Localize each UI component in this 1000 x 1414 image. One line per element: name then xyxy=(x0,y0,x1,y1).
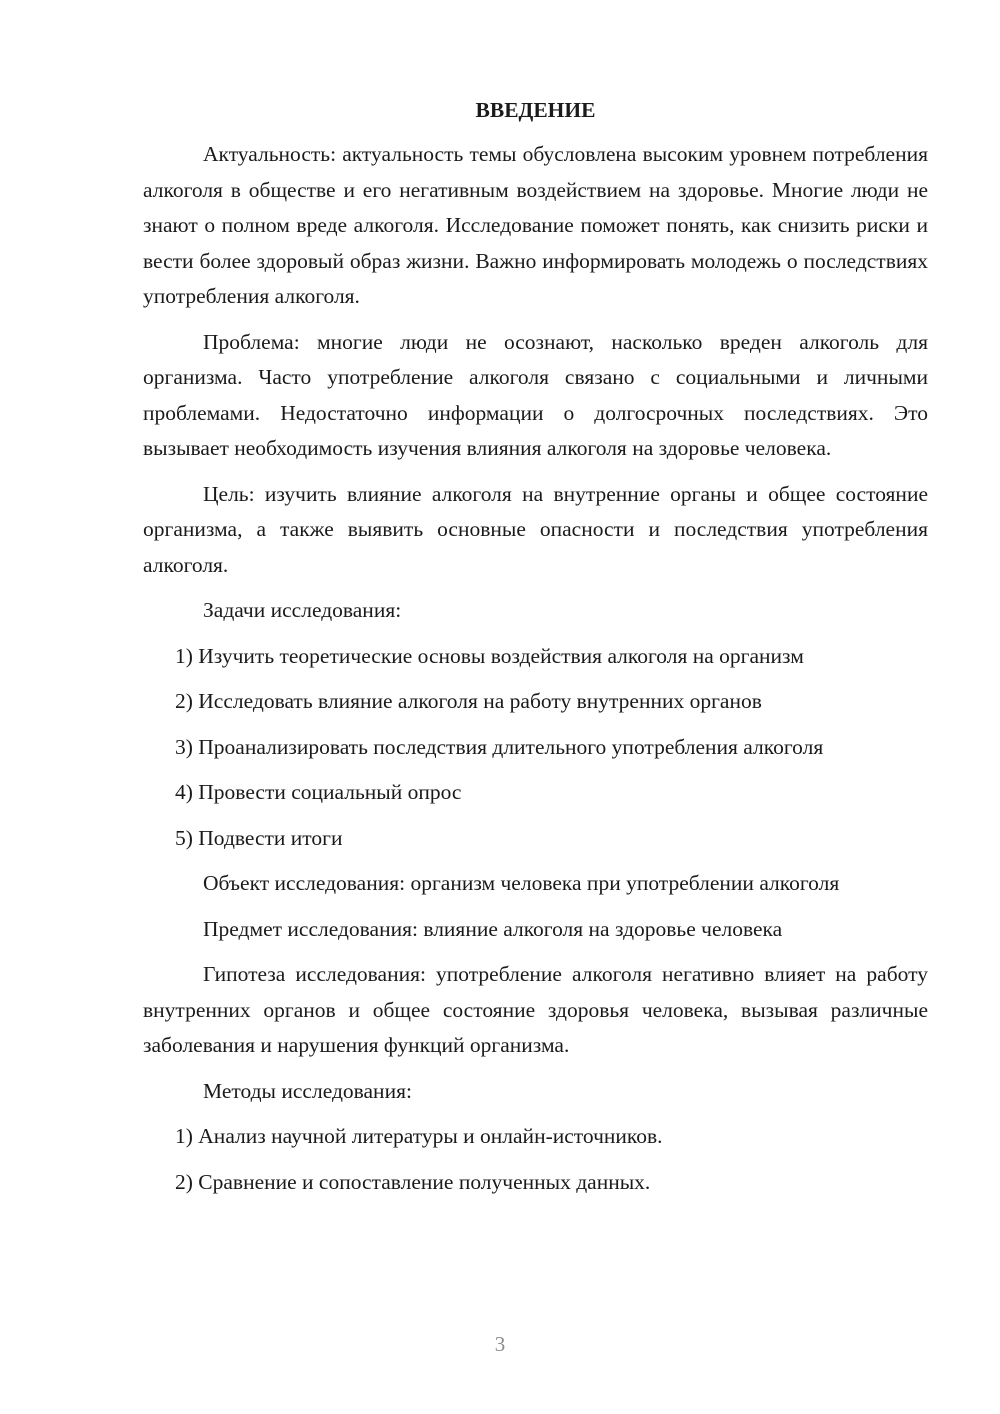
task-item-3: 3) Проанализировать последствия длительного употребления алкоголя xyxy=(175,734,824,759)
paragraph-problem: Проблема: многие люди не осознают, насколько вреден алкоголь для организма. Часто употребление алкоголя связано с социальными и личными проблемами. Недостаточно информации о долгосрочных последствиях. Это вызывает необходимость изучения влияния алкоголя на здоровье человека. xyxy=(143,329,928,460)
paragraph-subject: Предмет исследования: влияние алкоголя на здоровье человека xyxy=(203,916,783,941)
task-item-2: 2) Исследовать влияние алкоголя на работу внутренних органов xyxy=(175,689,762,713)
paragraph-goal: Цель: изучить влияние алкоголя на внутренние органы и общее состояние организма, а также выявить основные опасности и последствия употребления алкоголя. xyxy=(143,481,928,577)
paragraph-object: Объект исследования: организм человека при употреблении алкоголя xyxy=(203,871,840,895)
method-item-2: 2) Сравнение и сопоставление полученных данных. xyxy=(175,1169,651,1194)
paragraph-hypothesis: Гипотеза исследования: употребление алкоголя негативно влияет на работу внутренних органов и общее состояние здоровья человека, вызывая различные заболевания и нарушения функций организма. xyxy=(143,962,928,1057)
paragraph-relevance: Актуальность: актуальность темы обусловлена высоким уровнем потребления алкоголя в обществе и его негативным воздействием на здоровье. Многие люди не знают о полном вреде алкоголя. Исследование поможет понять, как снизить риски и вести более здоровый образ жизни. Важно информировать молодежь о последствиях употребления алкоголя. xyxy=(143,142,928,308)
document-page xyxy=(143,93,928,1210)
section-title: ВВЕДЕНИЕ xyxy=(475,98,596,122)
methods-label: Методы исследования: xyxy=(203,1078,412,1103)
page-number: 3 xyxy=(494,1332,506,1356)
tasks-label: Задачи исследования: xyxy=(203,598,402,622)
task-item-4: 4) Провести социальный опрос xyxy=(175,780,462,804)
task-item-1: 1) Изучить теоретические основы воздействия алкоголя на организм xyxy=(175,643,804,668)
method-item-1: 1) Анализ научной литературы и онлайн-источников. xyxy=(175,1124,663,1148)
task-item-5: 5) Подвести итоги xyxy=(175,825,343,850)
